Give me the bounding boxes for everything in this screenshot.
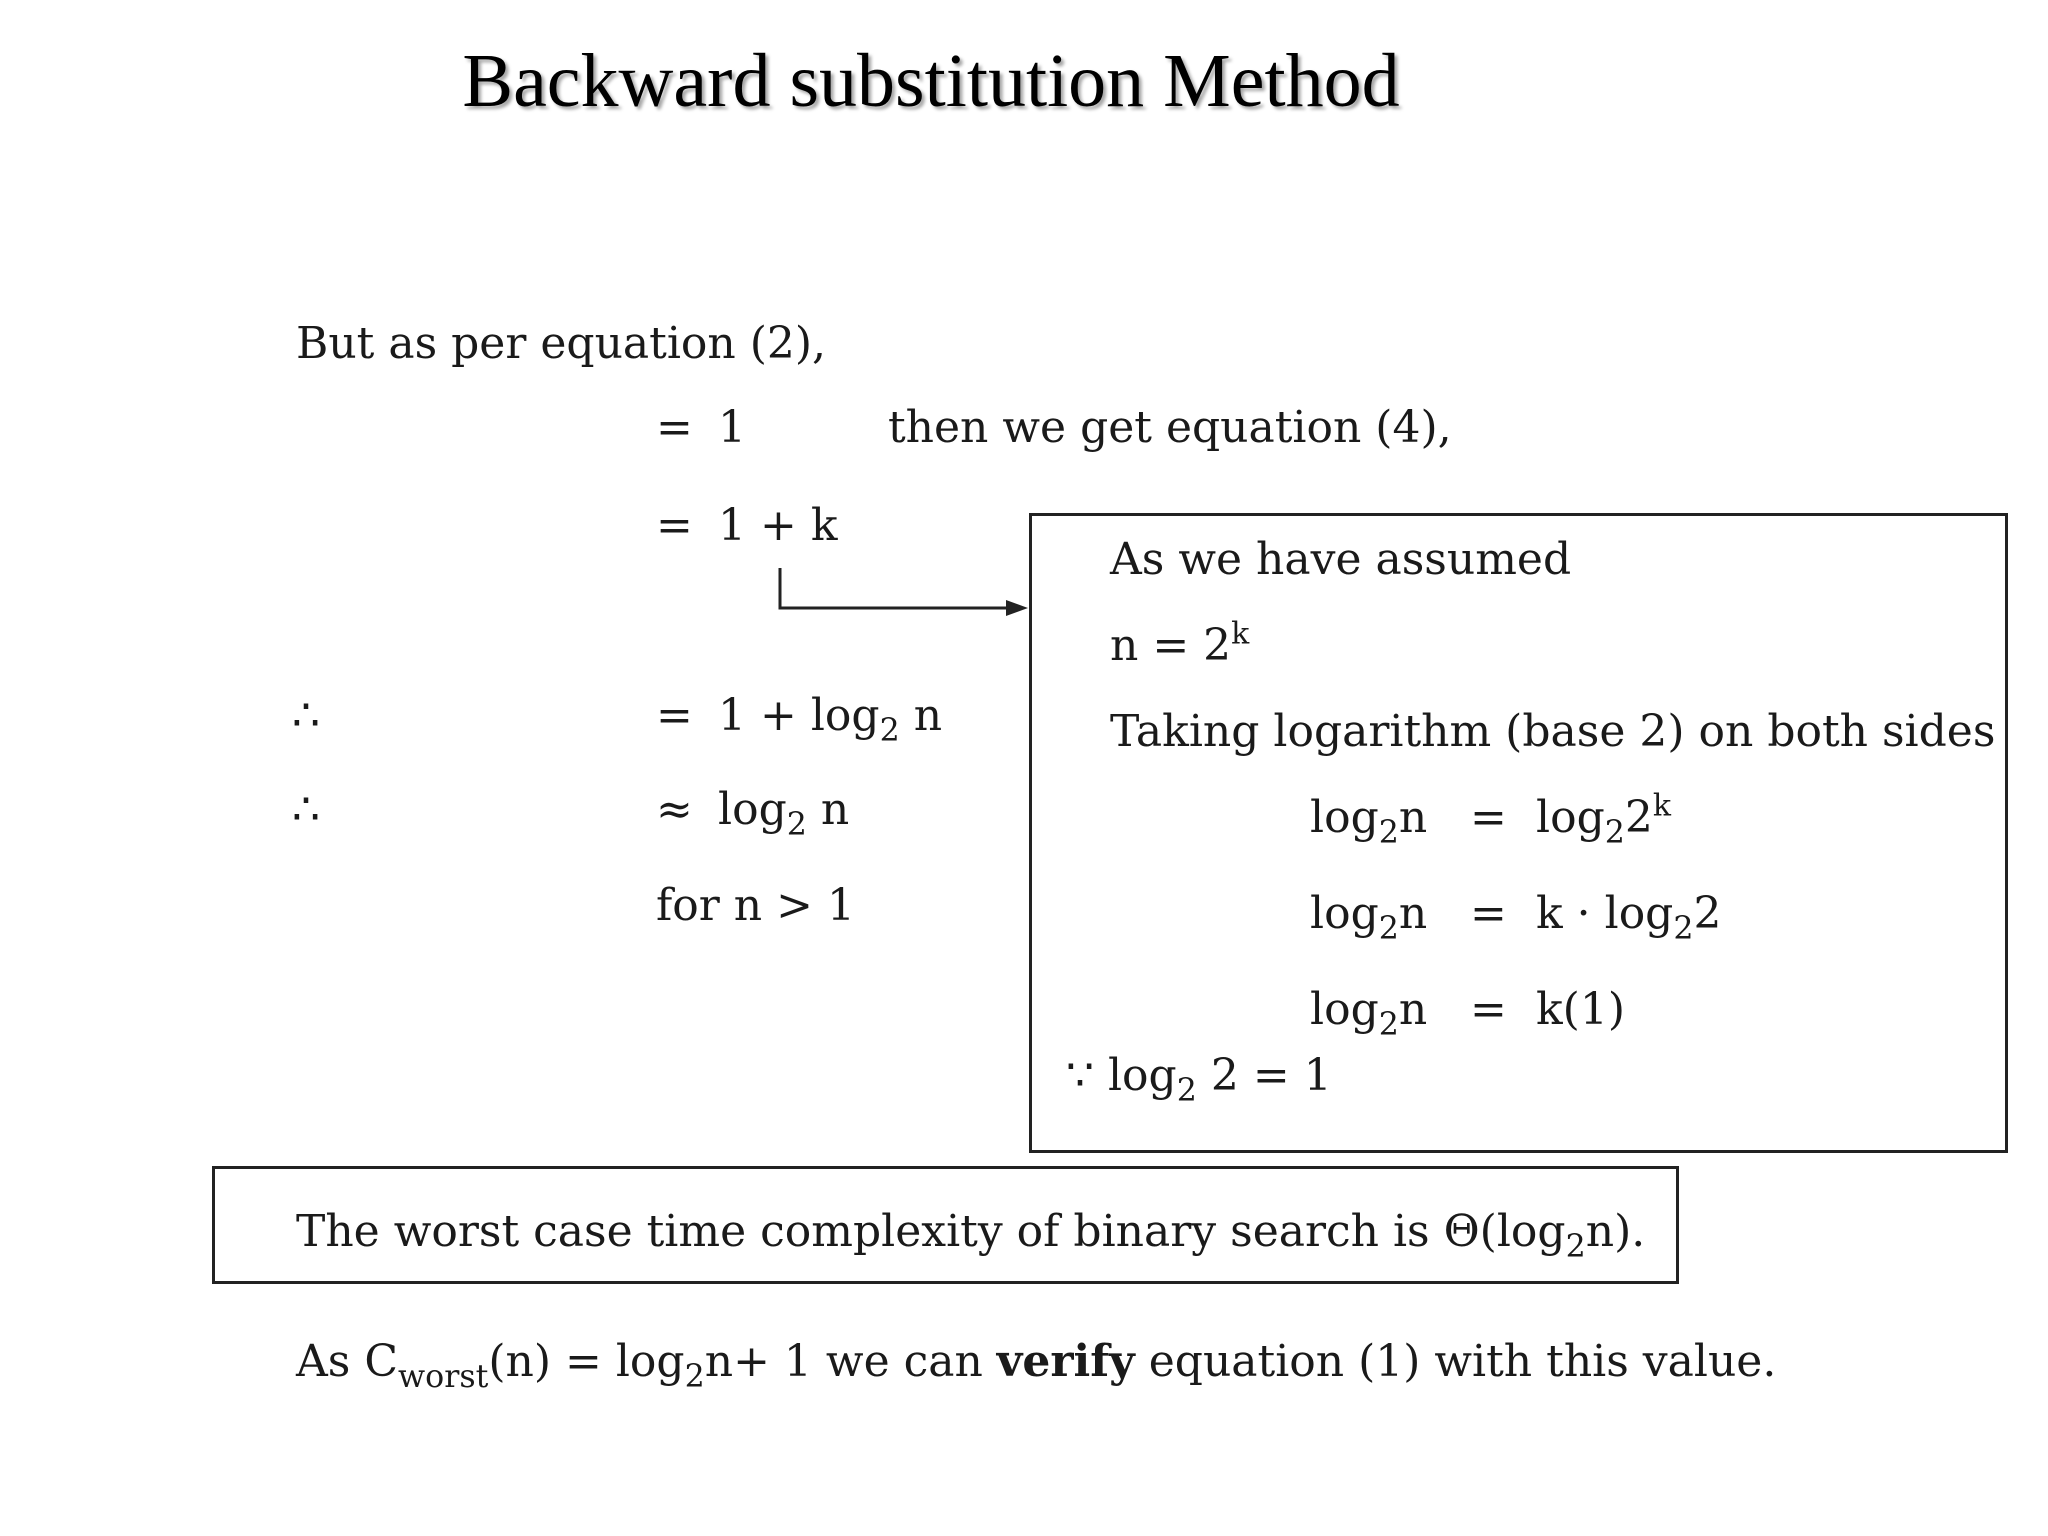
log-step-3-rhs: k(1)	[1536, 984, 1625, 1035]
condition-text: for n > 1	[656, 880, 855, 931]
log-step-3: $\log_2n$	[1310, 984, 1428, 1044]
equals-sign: =	[656, 500, 693, 551]
assumption-heading: As we have assumed	[1110, 534, 1572, 585]
because-line: ∵ $\log_2 2 = 1$	[1066, 1050, 1332, 1110]
equals-sign: =	[1470, 984, 1507, 1035]
log-step-1-rhs: $\log_22^k$	[1536, 788, 1672, 852]
log-step-1: $\log_2n$	[1310, 792, 1428, 852]
arrow-icon	[770, 560, 1030, 620]
equals-sign: =	[656, 690, 693, 741]
therefore-symbol: ∴	[292, 690, 320, 741]
result-text: The worst case time complexity of binary search is $\Theta(\log_2n)$.	[296, 1206, 1646, 1266]
footer-text: As $C_{worst}(n) = \log_2n+ 1$ we can verify equation (1) with this value.	[296, 1336, 1777, 1396]
intro-text: But as per equation (2),	[296, 318, 827, 369]
because-symbol: ∵	[1066, 1050, 1094, 1101]
approx-sign: ≈	[656, 784, 693, 835]
slide-title: Backward substitution Method	[462, 39, 1400, 123]
equals-sign: =	[1470, 792, 1507, 843]
equation-note: then we get equation (4),	[888, 402, 1452, 453]
equation-rhs: $\log_2 n$	[718, 784, 850, 844]
equation-rhs: $1 + \log_2 n$	[718, 690, 943, 750]
therefore-symbol: ∴	[292, 784, 320, 835]
equals-sign: =	[656, 402, 693, 453]
taking-log-text: Taking logarithm (base 2) on both sides	[1110, 706, 1996, 757]
equation-rhs: 1 + k	[718, 500, 838, 551]
log-step-2: $\log_2n$	[1310, 888, 1428, 948]
log-step-2-rhs: $k \cdot \log_22$	[1536, 888, 1722, 948]
n-definition: $n = 2^k$	[1110, 616, 1250, 671]
equals-sign: =	[1470, 888, 1507, 939]
equation-rhs: 1	[718, 402, 746, 453]
